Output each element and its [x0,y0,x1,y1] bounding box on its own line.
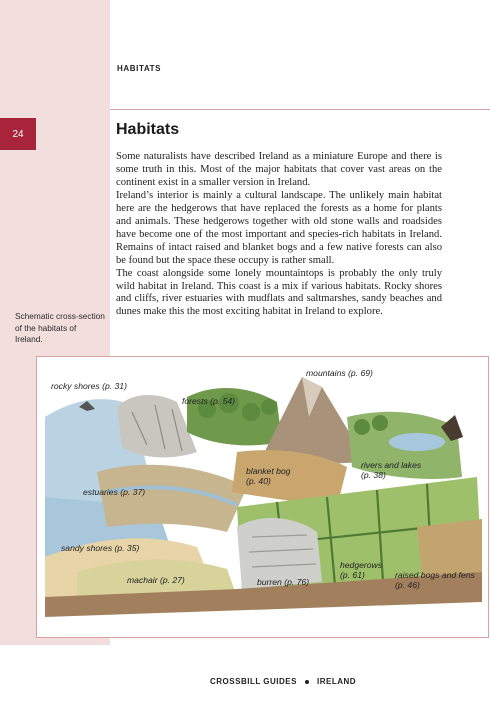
running-header: HABITATS [117,64,162,73]
label-raised-bogs: raised bogs and fens [395,570,475,580]
label-rivers-lakes-page: (p. 38) [361,470,386,480]
label-forests: forests (p. 54) [182,396,236,406]
page-footer [210,677,356,686]
label-machair: machair (p. 27) [127,575,185,585]
figure-caption: Schematic cross-section of the habitats of Ireland. [15,311,105,344]
label-rocky-shores: rocky shores (p. 31) [51,381,127,391]
page-number-badge [0,118,36,150]
label-rivers-lakes: rivers and lakes [361,460,422,470]
paragraph: The coast alongside some lonely mountaintops is probably the only truly wild habitat in Ireland. This coast is a mix if various habitats. Rocky shores and cliffs, river estuaries with mudflats and saltmarshes, sandy beaches and dunes make this the most exciting habitat in Ireland to explore. [116,267,442,318]
landscape-drawing [37,357,489,638]
label-burren: burren (p. 76) [257,577,310,587]
body-text [116,151,442,319]
page-number: 24 [12,128,24,140]
label-mountains: mountains (p. 69) [306,368,373,378]
label-sandy-shores: sandy shores (p. 35) [61,543,140,553]
label-blanket-bog: blanket bog [246,466,291,476]
footer-publisher: CROSSBILL GUIDES [210,677,297,686]
label-estuaries: estuaries (p. 37) [83,487,146,497]
header-rule [110,109,490,110]
label-raised-bogs-page: (p. 46) [395,580,420,590]
footer-book: IRELAND [316,677,357,686]
habitat-illustration [36,356,489,638]
footer-separator-dot [305,680,309,684]
label-blanket-bog-page: (p. 40) [246,476,271,486]
paragraph: Some naturalists have described Ireland as a miniature Europe and there is some truth in this. Most of the major habitats that cover vast areas on the continent exist in a smaller version in Ireland. [116,151,442,188]
paragraph: Ireland’s interior is mainly a cultural landscape. The unlikely main habitat here are the hedgerows that have replaced the forests as a home for plants and animals. These hedgerows together with old stone walls and roadsides have become one of the most important and species-rich habitats in Ireland. Remains of intact raised and blanket bogs and a few native forests can also be found but the space these occupy is rather small. [116,189,442,266]
label-hedgerows: hedgerows [340,560,383,570]
label-hedgerows-page: (p. 61) [340,570,365,580]
page-title: Habitats [116,121,180,138]
